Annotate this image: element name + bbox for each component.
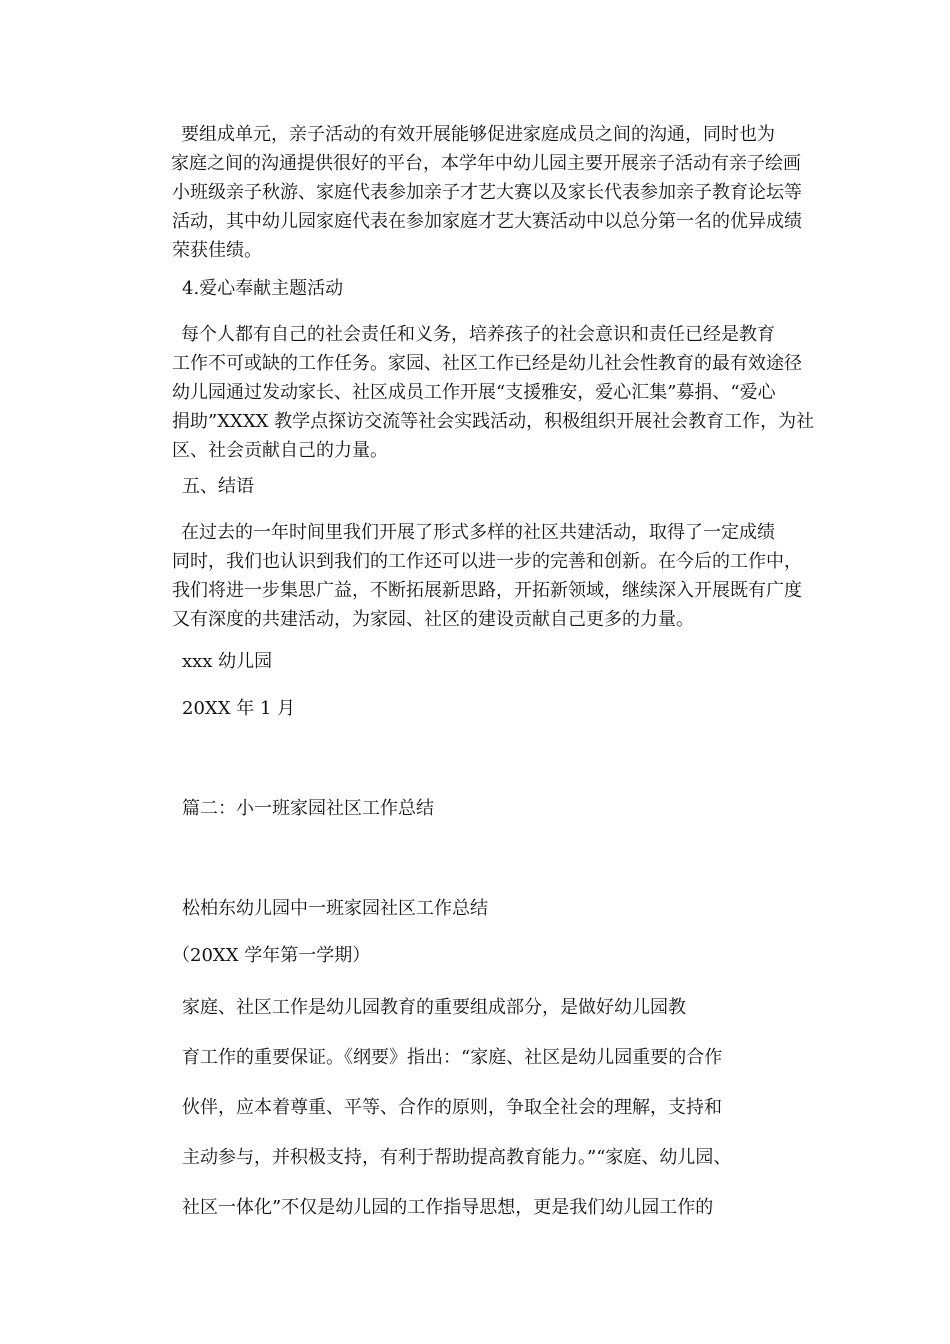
paragraph-line: 工作不可或缺的工作任务。家园、社区工作已经是幼儿社会性教育的最有效途径 xyxy=(172,353,802,374)
paragraph-charity-activities xyxy=(172,320,815,465)
section-heading: 4.爱心奉献主题活动 xyxy=(182,278,344,299)
section-heading: 五、结语 xyxy=(182,476,254,497)
paragraph-line: 活动，其中幼儿园家庭代表在参加家庭才艺大赛活动中以总分第一名的优异成绩 xyxy=(172,211,802,232)
paragraph-line: 每个人都有自己的社会责任和义务，培养孩子的社会意识和责任已经是教育 xyxy=(181,324,775,345)
paragraph-line: 又有深度的共建活动，为家园、社区的建设贡献自己更多的力量。 xyxy=(172,609,694,630)
paragraph-line: 小班级亲子秋游、家庭代表参加亲子才艺大赛以及家长代表参加亲子教育论坛等 xyxy=(172,182,802,203)
body-line: 伙伴，应本着尊重、平等、合作的原则，争取全社会的理解，支持和 xyxy=(182,1097,722,1118)
body-line: 社区一体化”不仅是幼儿园的工作指导思想，更是我们幼儿园工作的 xyxy=(182,1197,714,1218)
paragraph-line: 我们将进一步集思广益，不断拓展新思路，开拓新领域，继续深入开展既有广度 xyxy=(172,580,802,601)
paragraph-conclusion xyxy=(172,518,812,634)
date: 20XX 年 1 月 xyxy=(182,698,296,719)
body-line: 家庭、社区工作是幼儿园教育的重要组成部分，是做好幼儿园教 xyxy=(182,997,686,1018)
signature: xxx 幼儿园 xyxy=(182,651,273,672)
paragraph-line: 要组成单元，亲子活动的有效开展能够促进家庭成员之间的沟通，同时也为 xyxy=(181,124,775,145)
semester-label: （20XX 学年第一学期） xyxy=(172,945,371,966)
part-title: 篇二：小一班家园社区工作总结 xyxy=(182,798,434,819)
paragraph-line: 荣获佳绩。 xyxy=(172,240,262,261)
body-line: 主动参与，并积极支持，有利于帮助提高教育能力。”“家庭、幼儿园、 xyxy=(182,1147,732,1168)
paragraph-line: 幼儿园通过发动家长、社区成员工作开展“支援雅安，爱心汇集”募捐、“爱心 xyxy=(172,382,776,403)
paragraph-line: 捐助”XXXX 教学点探访交流等社会实践活动，积极组织开展社会教育工作，为社 xyxy=(172,411,815,432)
paragraph-line: 区、社会贡献自己的力量。 xyxy=(172,440,388,461)
paragraph-parent-child-activities xyxy=(172,120,812,265)
paragraph-line: 在过去的一年时间里我们开展了形式多样的社区共建活动，取得了一定成绩 xyxy=(181,522,775,543)
document-title: 松柏东幼儿园中一班家园社区工作总结 xyxy=(182,898,488,919)
paragraph-line: 家庭之间的沟通提供很好的平台，本学年中幼儿园主要开展亲子活动有亲子绘画 xyxy=(171,153,801,174)
body-line: 育工作的重要保证。《纲要》指出：“家庭、社区是幼儿园重要的合作 xyxy=(182,1047,723,1068)
paragraph-line: 同时，我们也认识到我们的工作还可以进一步的完善和创新。在今后的工作中， xyxy=(172,551,802,572)
